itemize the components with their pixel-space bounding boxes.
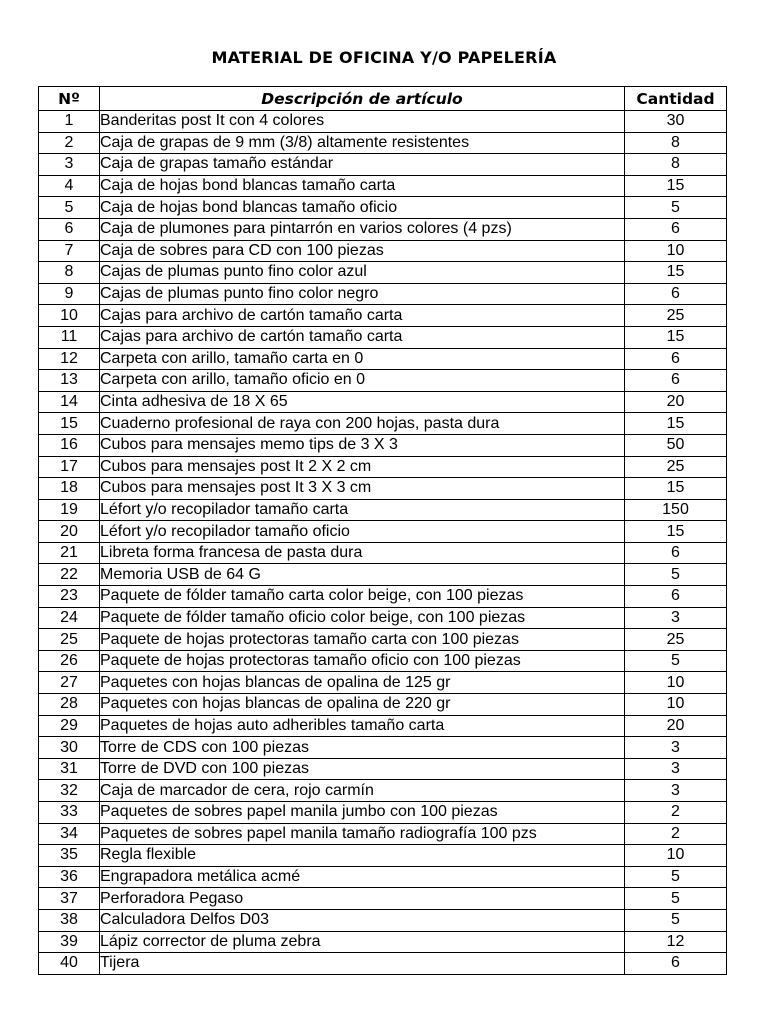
- table-row: [39, 672, 727, 694]
- page-title: MATERIAL DE OFICINA Y/O PAPELERÍA: [211, 48, 557, 67]
- row-number-cell: 6: [39, 218, 100, 240]
- table-row: [39, 586, 727, 608]
- row-description-cell: Caja de grapas tamaño estándar: [100, 154, 625, 176]
- row-description-cell: Cinta adhesiva de 18 X 65: [100, 391, 625, 413]
- row-quantity-cell: 150: [625, 499, 727, 521]
- row-number-cell: 10: [39, 305, 100, 327]
- row-number-cell: 30: [39, 737, 100, 759]
- header-row: [39, 87, 727, 111]
- row-description-cell: Paquete de fólder tamaño carta color beige, con 100 piezas: [100, 586, 625, 608]
- row-number-cell: 40: [39, 953, 100, 975]
- row-description-cell: Paquetes de sobres papel manila tamaño radiografía 100 pzs: [100, 823, 625, 845]
- row-description-cell: Cajas para archivo de cartón tamaño carta: [100, 305, 625, 327]
- row-description-cell: Torre de DVD con 100 piezas: [100, 758, 625, 780]
- row-number-cell: 3: [39, 154, 100, 176]
- row-number-cell: 5: [39, 197, 100, 219]
- table-row: [39, 370, 727, 392]
- row-number-cell: 2: [39, 132, 100, 154]
- table-row: [39, 154, 727, 176]
- row-quantity-cell: 10: [625, 845, 727, 867]
- row-quantity-cell: 3: [625, 758, 727, 780]
- table-row: [39, 521, 727, 543]
- row-quantity-cell: 25: [625, 629, 727, 651]
- row-quantity-cell: 15: [625, 521, 727, 543]
- row-description-cell: Torre de CDS con 100 piezas: [100, 737, 625, 759]
- row-quantity-cell: 15: [625, 326, 727, 348]
- row-description-cell: Cuaderno profesional de raya con 200 hojas, pasta dura: [100, 413, 625, 435]
- table-row: [39, 434, 727, 456]
- row-description-cell: Caja de marcador de cera, rojo carmín: [100, 780, 625, 802]
- row-description-cell: Lápiz corrector de pluma zebra: [100, 931, 625, 953]
- row-description-cell: Carpeta con arillo, tamaño oficio en 0: [100, 370, 625, 392]
- row-number-cell: 13: [39, 370, 100, 392]
- row-quantity-cell: 10: [625, 694, 727, 716]
- row-quantity-cell: 20: [625, 715, 727, 737]
- row-description-cell: Memoria USB de 64 G: [100, 564, 625, 586]
- table-row: [39, 715, 727, 737]
- row-quantity-cell: 6: [625, 586, 727, 608]
- table-row: [39, 218, 727, 240]
- row-number-cell: 37: [39, 888, 100, 910]
- row-number-cell: 18: [39, 478, 100, 500]
- row-number-cell: 14: [39, 391, 100, 413]
- row-quantity-cell: 25: [625, 456, 727, 478]
- row-description-cell: Libreta forma francesa de pasta dura: [100, 542, 625, 564]
- table-row: [39, 348, 727, 370]
- row-quantity-cell: 15: [625, 413, 727, 435]
- row-number-cell: 39: [39, 931, 100, 953]
- table-row: [39, 629, 727, 651]
- row-quantity-cell: 15: [625, 262, 727, 284]
- row-quantity-cell: 8: [625, 154, 727, 176]
- row-description-cell: Caja de sobres para CD con 100 piezas: [100, 240, 625, 262]
- table-row: [39, 262, 727, 284]
- row-number-cell: 7: [39, 240, 100, 262]
- table-row: [39, 240, 727, 262]
- row-description-cell: Cubos para mensajes post It 2 X 2 cm: [100, 456, 625, 478]
- row-number-cell: 38: [39, 909, 100, 931]
- table-row: [39, 694, 727, 716]
- table-row: [39, 866, 727, 888]
- table-row: [39, 823, 727, 845]
- row-number-cell: 1: [39, 111, 100, 133]
- row-number-cell: 21: [39, 542, 100, 564]
- table-row: [39, 650, 727, 672]
- table-row: [39, 283, 727, 305]
- row-quantity-cell: 2: [625, 802, 727, 824]
- table-row: [39, 564, 727, 586]
- row-description-cell: Paquetes con hojas blancas de opalina de 220 gr: [100, 694, 625, 716]
- table-row: [39, 953, 727, 975]
- row-number-cell: 33: [39, 802, 100, 824]
- row-description-cell: Banderitas post It con 4 colores: [100, 111, 625, 133]
- table-row: [39, 737, 727, 759]
- items-table: [38, 86, 727, 975]
- column-header-number: Nº: [39, 87, 100, 111]
- row-description-cell: Paquetes de sobres papel manila jumbo con 100 piezas: [100, 802, 625, 824]
- table-row: [39, 607, 727, 629]
- row-number-cell: 29: [39, 715, 100, 737]
- row-quantity-cell: 5: [625, 888, 727, 910]
- row-number-cell: 19: [39, 499, 100, 521]
- row-quantity-cell: 6: [625, 953, 727, 975]
- table-row: [39, 802, 727, 824]
- row-quantity-cell: 8: [625, 132, 727, 154]
- table-body: [39, 111, 727, 975]
- row-number-cell: 11: [39, 326, 100, 348]
- row-description-cell: Paquete de hojas protectoras tamaño oficio con 100 piezas: [100, 650, 625, 672]
- row-number-cell: 25: [39, 629, 100, 651]
- row-quantity-cell: 5: [625, 197, 727, 219]
- row-number-cell: 20: [39, 521, 100, 543]
- table-row: [39, 197, 727, 219]
- table-row: [39, 499, 727, 521]
- row-quantity-cell: 5: [625, 564, 727, 586]
- row-number-cell: 35: [39, 845, 100, 867]
- row-description-cell: Cajas de plumas punto fino color azul: [100, 262, 625, 284]
- row-quantity-cell: 6: [625, 218, 727, 240]
- row-quantity-cell: 6: [625, 348, 727, 370]
- row-description-cell: Tijera: [100, 953, 625, 975]
- row-description-cell: Paquetes con hojas blancas de opalina de 125 gr: [100, 672, 625, 694]
- row-description-cell: Cajas de plumas punto fino color negro: [100, 283, 625, 305]
- row-quantity-cell: 5: [625, 650, 727, 672]
- row-quantity-cell: 15: [625, 175, 727, 197]
- table-row: [39, 888, 727, 910]
- row-quantity-cell: 5: [625, 866, 727, 888]
- table-row: [39, 456, 727, 478]
- row-number-cell: 4: [39, 175, 100, 197]
- table-row: [39, 326, 727, 348]
- table-row: [39, 413, 727, 435]
- row-description-cell: Caja de plumones para pintarrón en varios colores (4 pzs): [100, 218, 625, 240]
- row-description-cell: Engrapadora metálica acmé: [100, 866, 625, 888]
- row-description-cell: Léfort y/o recopilador tamaño oficio: [100, 521, 625, 543]
- row-description-cell: Carpeta con arillo, tamaño carta en 0: [100, 348, 625, 370]
- row-quantity-cell: 50: [625, 434, 727, 456]
- row-number-cell: 9: [39, 283, 100, 305]
- table-row: [39, 305, 727, 327]
- table-header: [39, 87, 727, 111]
- table-row: [39, 391, 727, 413]
- row-description-cell: Cajas para archivo de cartón tamaño carta: [100, 326, 625, 348]
- row-description-cell: Léfort y/o recopilador tamaño carta: [100, 499, 625, 521]
- row-number-cell: 15: [39, 413, 100, 435]
- row-quantity-cell: 6: [625, 283, 727, 305]
- row-quantity-cell: 12: [625, 931, 727, 953]
- row-number-cell: 8: [39, 262, 100, 284]
- table-row: [39, 909, 727, 931]
- row-number-cell: 22: [39, 564, 100, 586]
- row-number-cell: 32: [39, 780, 100, 802]
- table-row: [39, 931, 727, 953]
- row-number-cell: 34: [39, 823, 100, 845]
- row-quantity-cell: 10: [625, 240, 727, 262]
- row-number-cell: 31: [39, 758, 100, 780]
- row-quantity-cell: 15: [625, 478, 727, 500]
- row-description-cell: Cubos para mensajes memo tips de 3 X 3: [100, 434, 625, 456]
- row-number-cell: 23: [39, 586, 100, 608]
- row-quantity-cell: 10: [625, 672, 727, 694]
- table-row: [39, 175, 727, 197]
- table-row: [39, 845, 727, 867]
- row-quantity-cell: 5: [625, 909, 727, 931]
- row-quantity-cell: 3: [625, 780, 727, 802]
- row-description-cell: Caja de hojas bond blancas tamaño carta: [100, 175, 625, 197]
- row-description-cell: Regla flexible: [100, 845, 625, 867]
- row-description-cell: Calculadora Delfos D03: [100, 909, 625, 931]
- row-number-cell: 26: [39, 650, 100, 672]
- table-row: [39, 132, 727, 154]
- row-quantity-cell: 2: [625, 823, 727, 845]
- row-description-cell: Cubos para mensajes post It 3 X 3 cm: [100, 478, 625, 500]
- row-description-cell: Paquetes de hojas auto adheribles tamaño carta: [100, 715, 625, 737]
- row-number-cell: 36: [39, 866, 100, 888]
- row-number-cell: 12: [39, 348, 100, 370]
- row-number-cell: 24: [39, 607, 100, 629]
- row-description-cell: Perforadora Pegaso: [100, 888, 625, 910]
- row-number-cell: 28: [39, 694, 100, 716]
- row-number-cell: 17: [39, 456, 100, 478]
- row-number-cell: 27: [39, 672, 100, 694]
- table-row: [39, 478, 727, 500]
- row-description-cell: Paquete de hojas protectoras tamaño carta con 100 piezas: [100, 629, 625, 651]
- row-quantity-cell: 25: [625, 305, 727, 327]
- column-header-description: Descripción de artículo: [100, 87, 625, 111]
- column-header-quantity: Cantidad: [625, 87, 727, 111]
- row-number-cell: 16: [39, 434, 100, 456]
- row-quantity-cell: 6: [625, 370, 727, 392]
- row-quantity-cell: 3: [625, 737, 727, 759]
- row-description-cell: Caja de grapas de 9 mm (3/8) altamente resistentes: [100, 132, 625, 154]
- row-description-cell: Caja de hojas bond blancas tamaño oficio: [100, 197, 625, 219]
- table-row: [39, 111, 727, 133]
- row-description-cell: Paquete de fólder tamaño oficio color beige, con 100 piezas: [100, 607, 625, 629]
- table-row: [39, 780, 727, 802]
- table-row: [39, 758, 727, 780]
- row-quantity-cell: 30: [625, 111, 727, 133]
- row-quantity-cell: 3: [625, 607, 727, 629]
- table-row: [39, 542, 727, 564]
- row-quantity-cell: 6: [625, 542, 727, 564]
- row-quantity-cell: 20: [625, 391, 727, 413]
